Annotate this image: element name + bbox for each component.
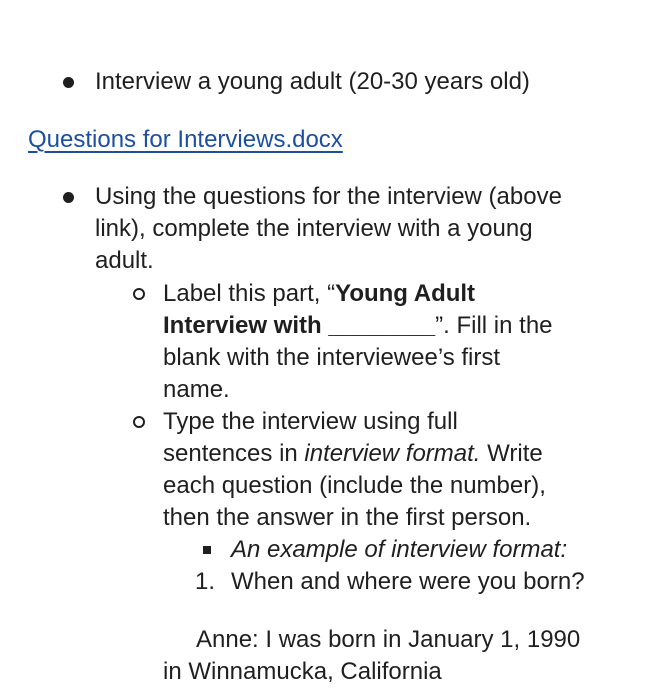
sub-type-line-1: Type the interview using full bbox=[163, 408, 458, 435]
bullet-circle-icon bbox=[133, 288, 145, 300]
sub-label-line-4: name. bbox=[163, 376, 230, 403]
bullet-square-icon bbox=[203, 546, 211, 554]
sub-type-line-2-post: Write bbox=[480, 440, 543, 467]
bullet-instructions-line-3: adult. bbox=[95, 247, 154, 274]
questions-document-link[interactable]: Questions for Interviews.docx bbox=[28, 126, 343, 153]
bullet-disc-icon bbox=[63, 77, 74, 88]
example-question-number: 1. bbox=[195, 568, 216, 595]
sub-type-line-4: then the answer in the first person. bbox=[163, 504, 532, 531]
example-label: An example of interview format: bbox=[231, 536, 568, 563]
sub-label-suffix: ”. Fill in the bbox=[435, 312, 553, 339]
bullet-instructions-line-2: link), complete the interview with a young bbox=[95, 215, 533, 242]
example-question: When and where were you born? bbox=[231, 568, 585, 595]
sub-label-prefix: Label this part, “ bbox=[163, 280, 336, 307]
bullet-instructions-line-1: Using the questions for the interview (above bbox=[95, 183, 562, 210]
sub-type-line-2-pre: sentences in bbox=[163, 440, 305, 467]
example-answer-line-2: in Winnamucka, California bbox=[163, 658, 442, 685]
bullet-interview-young-adult: Interview a young adult (20-30 years old) bbox=[95, 68, 530, 95]
sub-label-bold-blank: Interview with ________ bbox=[163, 312, 436, 339]
sub-type-line-3: each question (include the number), bbox=[163, 472, 546, 499]
sub-label-line-1 bbox=[163, 278, 475, 310]
sub-label-line-2 bbox=[163, 310, 553, 342]
sub-label-bold-title: Young Adult bbox=[335, 280, 476, 307]
sub-type-line-2 bbox=[163, 438, 543, 470]
bullet-circle-icon bbox=[133, 416, 145, 428]
sub-label-line-3: blank with the interviewee’s first bbox=[163, 344, 501, 371]
sub-type-interview-format: interview format. bbox=[304, 440, 481, 467]
example-answer-line-1: Anne: I was born in January 1, 1990 bbox=[196, 626, 581, 653]
bullet-disc-icon bbox=[63, 192, 74, 203]
